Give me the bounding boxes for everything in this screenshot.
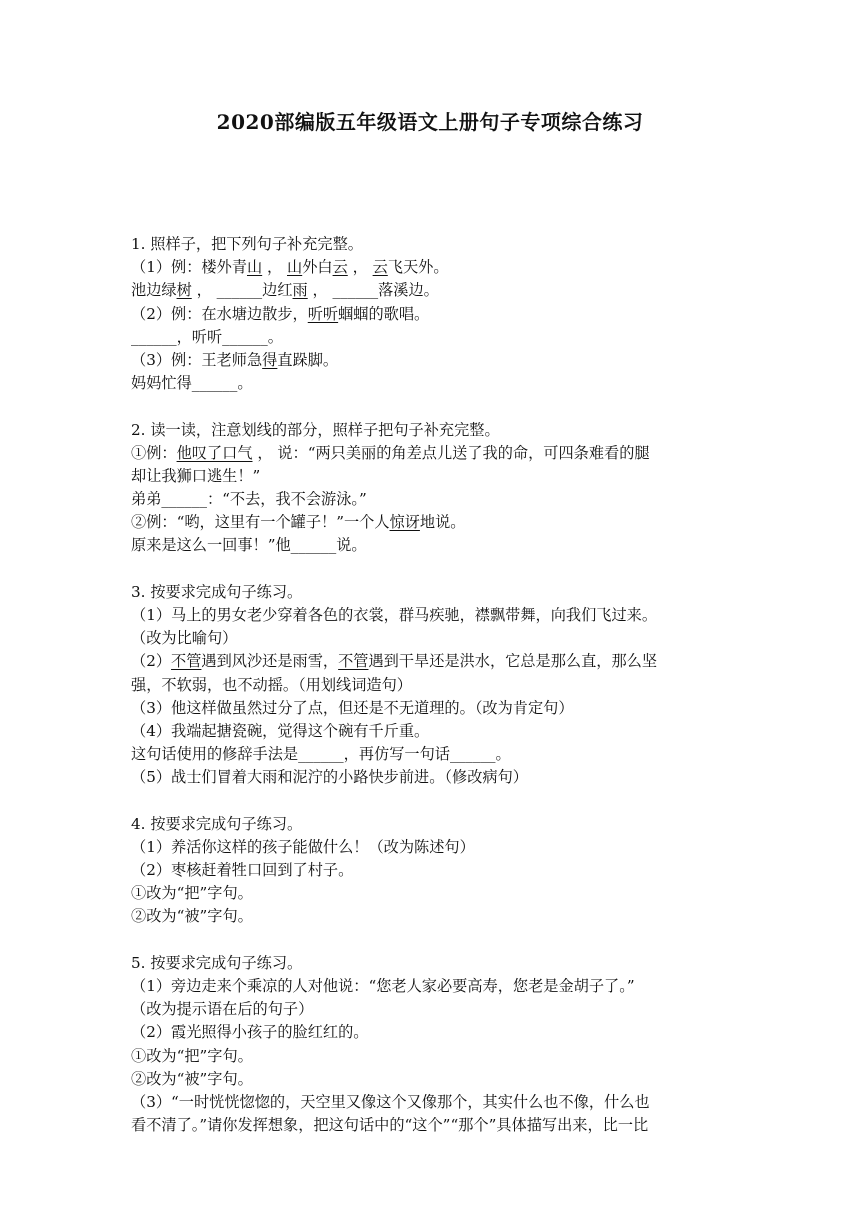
text-run: 遇到干旱还是洪水，它总是那么直，那么坚 xyxy=(368,652,658,671)
text-line xyxy=(131,697,741,720)
text-run: ， xyxy=(262,258,288,277)
text-line xyxy=(131,511,741,534)
text-run: （改为提示语在后的句子） xyxy=(131,1000,314,1019)
text-run: （3）例：王老师急 xyxy=(131,350,263,369)
text-line xyxy=(131,859,741,882)
text-line xyxy=(131,952,741,975)
underlined-word: 云 xyxy=(372,258,388,277)
exercise-body xyxy=(131,233,741,1137)
text-run: 外白 xyxy=(302,258,333,277)
underlined-word: 不管 xyxy=(338,652,369,671)
text-run: 1. 照样子，把下列句子补充完整。 xyxy=(131,235,363,253)
text-line xyxy=(131,836,741,859)
text-line xyxy=(131,442,741,465)
text-run: （2）霞光照得小孩子的脸红红的。 xyxy=(131,1023,369,1042)
text-line xyxy=(131,465,741,488)
text-run: （2） xyxy=(131,652,172,671)
text-line xyxy=(131,581,741,604)
text-line xyxy=(131,349,741,372)
text-run: 原来是这么一回事！”他______说。 xyxy=(131,536,367,555)
underlined-word: 山 xyxy=(287,258,303,277)
text-run: ②例：“哟，这里有一个罐子！”一个人 xyxy=(131,513,390,532)
underlined-word: 山 xyxy=(246,258,263,277)
text-line xyxy=(131,720,741,743)
text-run: （2）枣核赶着牲口回到了村子。 xyxy=(131,861,354,880)
text-run: ______，听听______。 xyxy=(131,327,283,346)
underlined-word: 他叹了口气 xyxy=(176,443,253,462)
text-line xyxy=(131,650,741,673)
text-run: ， 说：“两只美丽的角差点儿送了我的命，可四条难看的腿 xyxy=(252,443,650,462)
text-run: （1）马上的男女老少穿着各色的衣裳，群马疾驰，襟飘带舞，向我们飞过来。 xyxy=(131,606,658,624)
text-run: 2. 读一读，注意划线的部分，照样子把句子补充完整。 xyxy=(131,420,500,439)
underlined-word: 不管 xyxy=(171,652,202,671)
text-line xyxy=(131,905,741,928)
text-run: 看不清了。”请你发挥想象，把这句话中的“这个”“那个”具体描写出来，比一比 xyxy=(131,1116,649,1135)
text-run: （1）旁边走来个乘凉的人对他说：“您老人家必要高寿，您老是金胡子了。” xyxy=(131,977,635,995)
text-run: ， ______落溪边。 xyxy=(307,281,439,300)
text-run: （3）“一时恍恍惚惚的，天空里又像这个又像那个，其实什么也不像，什么也 xyxy=(131,1092,650,1111)
underlined-word: 雨 xyxy=(292,281,308,300)
text-line xyxy=(131,627,741,650)
text-line xyxy=(131,326,741,349)
text-line xyxy=(131,1021,741,1044)
blank-line xyxy=(131,558,741,581)
text-line xyxy=(131,372,741,395)
text-run: （4）我端起搪瓷碗，觉得这个碗有千斤重。 xyxy=(131,721,430,740)
underlined-word: 云 xyxy=(332,258,348,277)
text-line xyxy=(131,1114,741,1137)
text-line xyxy=(131,975,741,998)
text-run: 强，不软弱，也不动摇。（用划线词造句） xyxy=(131,675,412,694)
text-run: （3）他这样做虽然过分了点，但还是不无道理的。（改为肯定句） xyxy=(131,698,574,717)
text-run: 弟弟______：“不去，我不会游泳。” xyxy=(131,490,367,509)
blank-line xyxy=(131,929,741,952)
text-line xyxy=(131,882,741,905)
text-run: ②改为“被”字句。 xyxy=(131,1069,253,1088)
text-run: 池边绿 xyxy=(131,281,177,300)
text-run: ①改为“把”字句。 xyxy=(131,884,253,903)
text-run: 这句话使用的修辞手法是______，再仿写一句话______。 xyxy=(131,745,511,764)
text-run: 遇到风沙还是雨雪， xyxy=(201,652,339,671)
text-run: ①改为“把”字句。 xyxy=(131,1046,253,1065)
blank-line xyxy=(131,395,741,418)
text-run: ②改为“被”字句。 xyxy=(131,907,253,926)
underlined-word: 树 xyxy=(176,281,192,300)
text-run: 妈妈忙得______。 xyxy=(131,374,253,393)
text-run: 地说。 xyxy=(419,513,466,532)
text-run: 蝈蝈的歌唱。 xyxy=(338,304,430,323)
text-line xyxy=(131,256,741,279)
text-run: 飞天外。 xyxy=(387,258,449,277)
text-line xyxy=(131,1068,741,1091)
underlined-word: 得 xyxy=(262,350,278,369)
text-run: 却让我狮口逃生！” xyxy=(131,466,261,485)
text-line xyxy=(131,419,741,442)
text-run: 5. 按要求完成句子练习。 xyxy=(131,953,303,972)
underlined-word: 惊讶 xyxy=(389,513,420,532)
text-line xyxy=(131,674,741,697)
text-line xyxy=(131,279,741,302)
text-run: （1）例：楼外青 xyxy=(131,258,247,277)
text-run: ， xyxy=(347,258,373,277)
text-run: 4. 按要求完成句子练习。 xyxy=(131,814,303,833)
text-run: ， ______边红 xyxy=(191,281,293,300)
text-line xyxy=(131,604,741,627)
text-run: 直跺脚。 xyxy=(277,350,339,369)
text-line xyxy=(131,1091,741,1114)
text-run: ①例： xyxy=(131,443,177,462)
text-run: 3. 按要求完成句子练习。 xyxy=(131,582,303,601)
page-title: 2020部编版五年级语文上册句子专项综合练习 xyxy=(216,110,644,134)
text-run: （改为比喻句） xyxy=(131,629,238,648)
text-line xyxy=(131,766,741,789)
text-line xyxy=(131,1045,741,1068)
text-line xyxy=(131,488,741,511)
text-line xyxy=(131,233,741,256)
underlined-word: 听听 xyxy=(307,304,339,323)
text-run: （5）战士们冒着大雨和泥泞的小路快步前进。（修改病句） xyxy=(131,768,528,787)
text-line xyxy=(131,743,741,766)
text-line xyxy=(131,998,741,1021)
text-run: （2）例：在水塘边散步， xyxy=(131,304,308,323)
text-line xyxy=(131,534,741,557)
text-line xyxy=(131,303,741,326)
text-line xyxy=(131,813,741,836)
text-run: （1）养活你这样的孩子能做什么！（改为陈述句） xyxy=(131,837,475,856)
blank-line xyxy=(131,790,741,813)
